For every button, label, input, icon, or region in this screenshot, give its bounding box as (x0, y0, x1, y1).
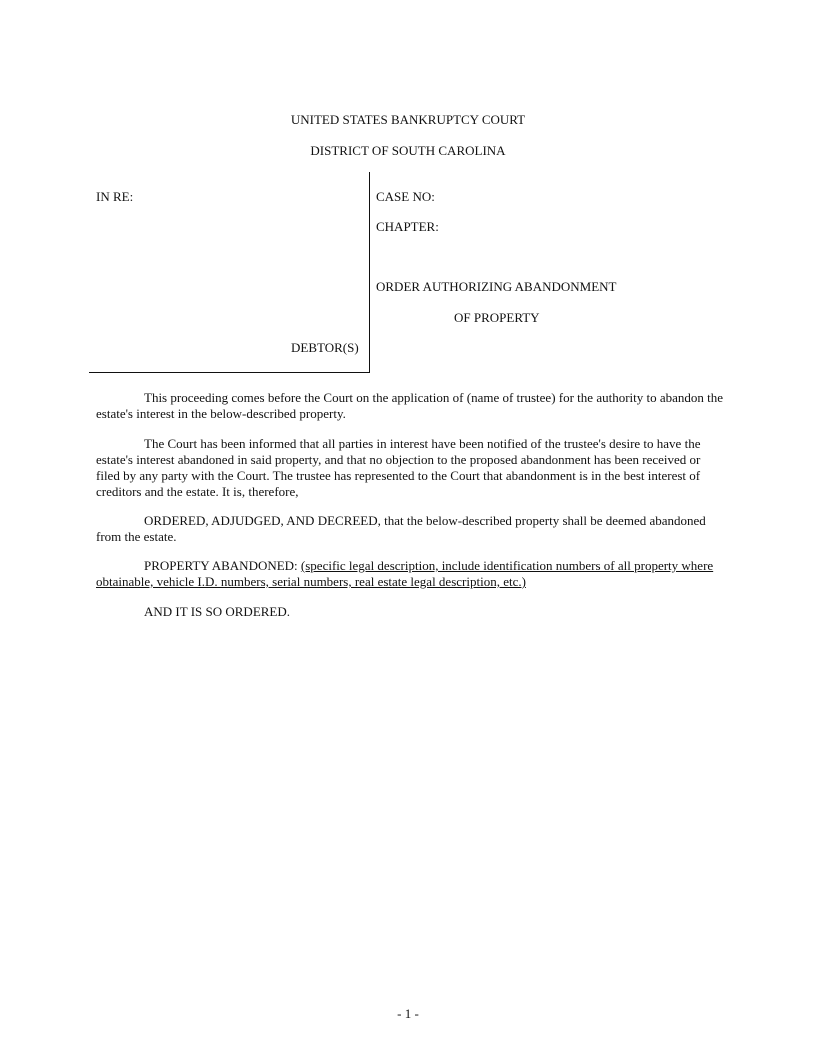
paragraph-decree (96, 513, 724, 545)
paragraph-notice-text: The Court has been informed that all parties in interest have been notified of the trustee's desire to have the estate's interest abandoned in said property, and that no objection to the proposed abandonment has been received or filed by any party with the Court. The trustee has represented to the Court that abandonment is in the best interest of creditors and the estate. It is, therefore, (96, 436, 701, 499)
property-abandoned-label: PROPERTY ABANDONED: (144, 558, 301, 573)
caption-horizontal-divider (89, 372, 370, 373)
court-name: UNITED STATES BANKRUPTCY COURT (290, 112, 526, 127)
paragraph-notice (96, 436, 724, 500)
order-title-line1: ORDER AUTHORIZING ABANDONMENT (376, 279, 617, 294)
paragraph-property-abandoned (96, 558, 724, 590)
caption-vertical-divider (369, 172, 370, 373)
in-re-label: IN RE: (96, 189, 134, 204)
so-ordered-text: AND IT IS SO ORDERED. (144, 604, 291, 619)
paragraph-decree-text: ORDERED, ADJUDGED, AND DECREED, that the below-described property shall be deemed abandoned from the estate. (96, 513, 706, 544)
case-number-label: CASE NO: (376, 189, 435, 204)
paragraph-proceeding (96, 390, 724, 422)
debtors-label: DEBTOR(S) (291, 340, 359, 355)
district-name: DISTRICT OF SOUTH CAROLINA (310, 143, 506, 158)
order-title-line2: OF PROPERTY (454, 310, 540, 325)
page-number: - 1 - (397, 1006, 419, 1021)
paragraph-proceeding-text: This proceeding comes before the Court on the application of (name of trustee) for the authority to abandon the estate's interest in the below-described property. (96, 390, 724, 421)
chapter-label: CHAPTER: (376, 219, 439, 234)
property-description-placeholder: (specific legal description, include identification numbers of all property where obtainable, vehicle I.D. numbers, serial numbers, real estate legal description, etc.) (96, 558, 714, 589)
paragraph-so-ordered (96, 604, 724, 620)
